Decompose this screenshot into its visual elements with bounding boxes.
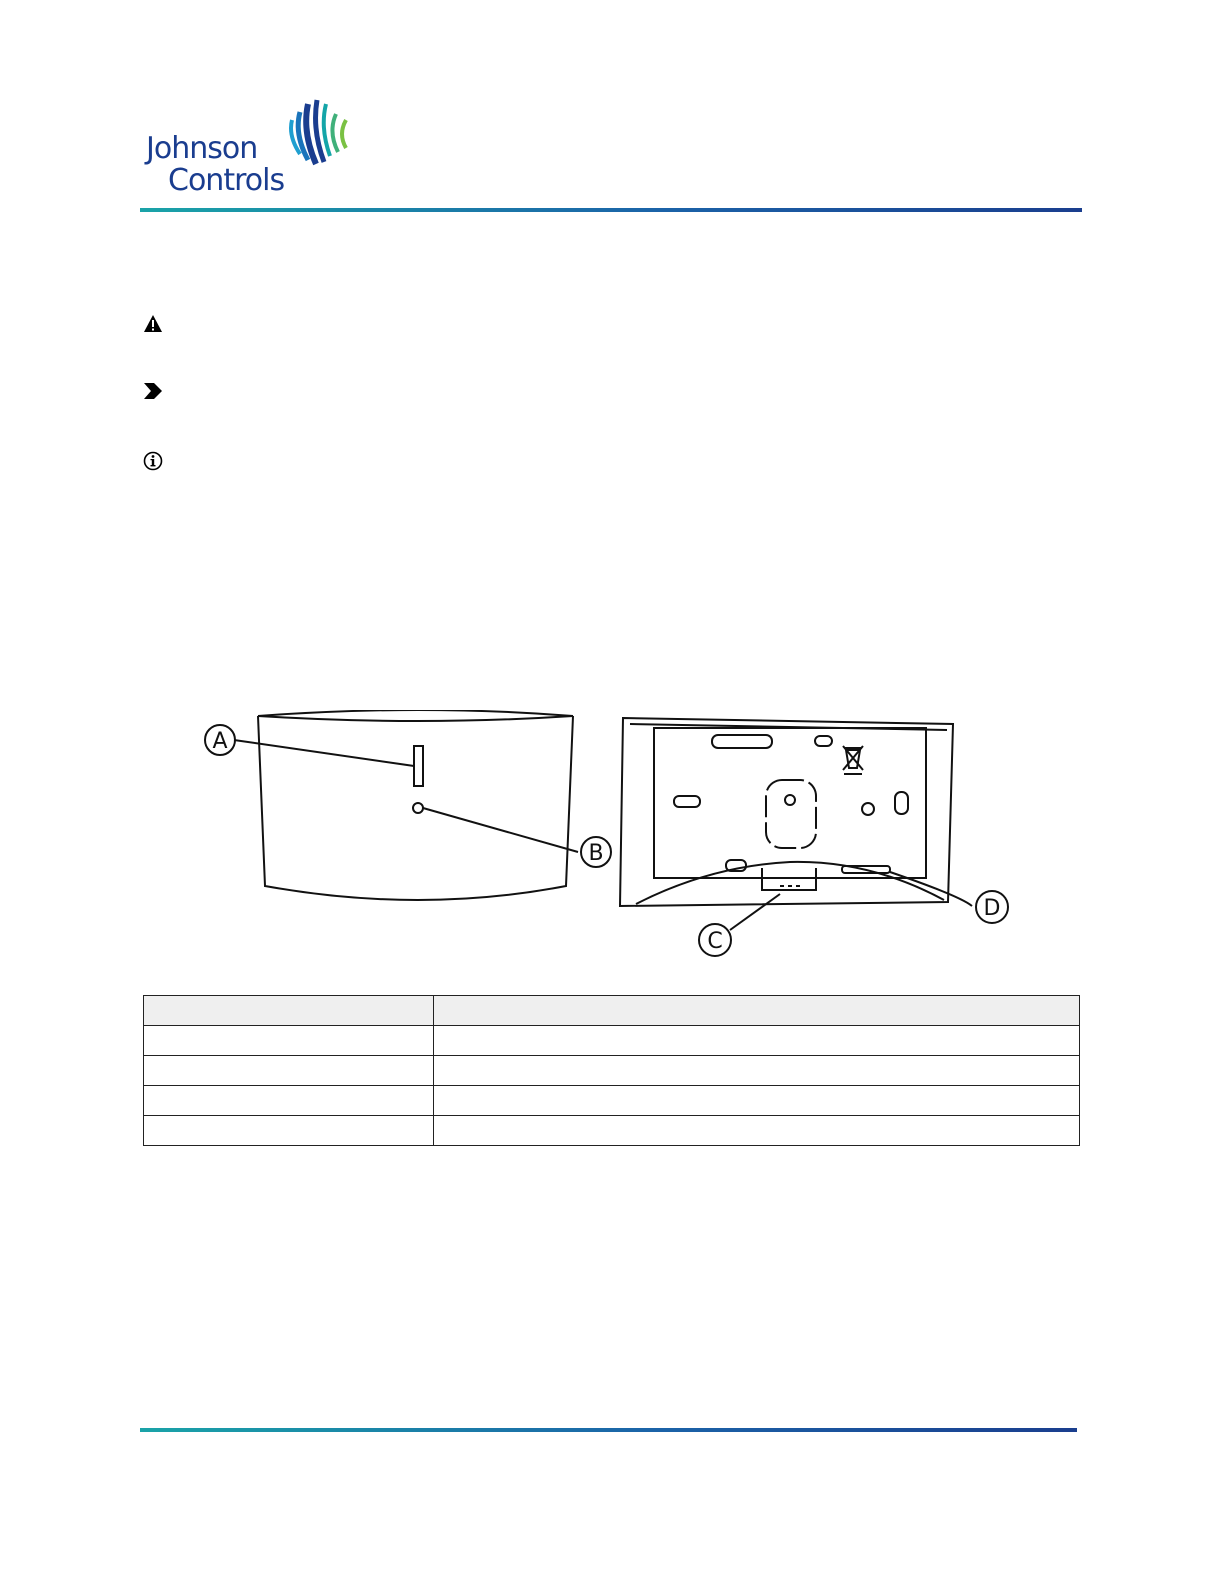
table-cell <box>144 1086 434 1116</box>
table-cell <box>144 1056 434 1086</box>
table-row <box>144 1026 1080 1056</box>
callout-label-d: D <box>983 896 1001 921</box>
arrow-right-icon <box>143 381 163 401</box>
callout-label-b: B <box>588 841 604 866</box>
logo-word-johnson: Johnson <box>146 131 258 166</box>
callout-label-c: C <box>707 929 723 954</box>
table-row <box>144 1116 1080 1146</box>
logo-mark-icon <box>286 98 361 170</box>
component-legend-table <box>143 995 1080 1146</box>
table-header-row <box>144 996 1080 1026</box>
table-header-cell <box>434 996 1080 1026</box>
header-rule <box>140 208 1082 212</box>
table-cell <box>434 1086 1080 1116</box>
table-row <box>144 1056 1080 1086</box>
callout-label-a: A <box>212 729 228 754</box>
warning-icon <box>143 314 163 334</box>
device-front-view <box>258 710 573 900</box>
info-icon <box>143 451 163 471</box>
logo-word-controls: Controls <box>168 163 285 198</box>
device-diagram <box>190 710 1050 975</box>
device-back-view <box>620 718 953 906</box>
table-cell <box>434 1116 1080 1146</box>
table-cell <box>434 1056 1080 1086</box>
company-logo <box>146 98 361 198</box>
footer-rule <box>140 1428 1077 1432</box>
table-header-cell <box>144 996 434 1026</box>
table-cell <box>144 1116 434 1146</box>
table-cell <box>434 1026 1080 1056</box>
table-row <box>144 1086 1080 1116</box>
table-cell <box>144 1026 434 1056</box>
